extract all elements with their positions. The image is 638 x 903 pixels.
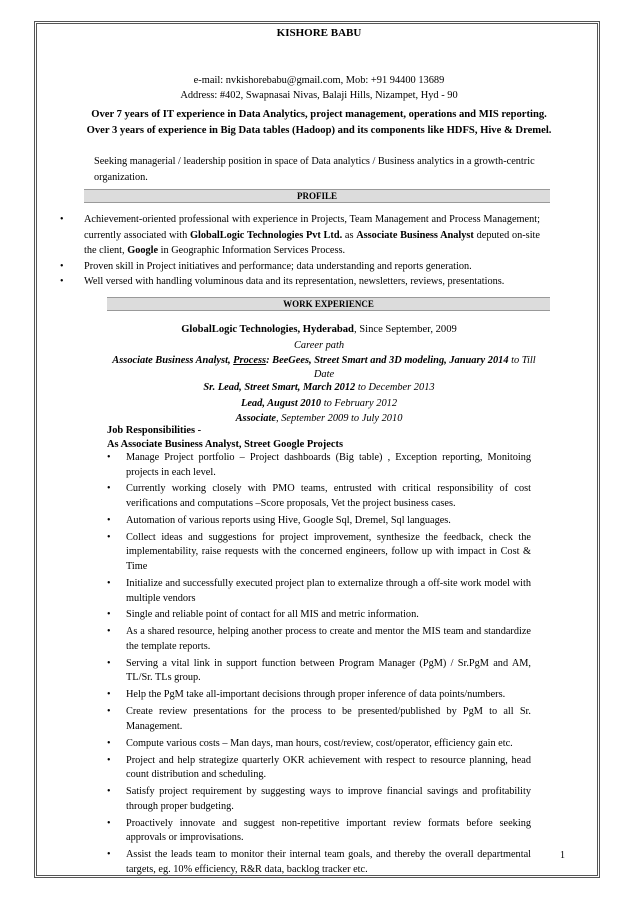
- role-title: Lead, August 2010: [240, 398, 322, 409]
- work-experience-heading: WORK EXPERIENCE: [107, 297, 550, 311]
- employer-name: GlobalLogic Technologies Pvt Ltd.: [190, 229, 343, 241]
- responsibility-text: Initialize and successfully executed project plan to externalize through a off-site work model with multiple vendors: [126, 577, 531, 604]
- bullet-icon: •: [107, 689, 111, 701]
- bullet-icon: •: [107, 577, 111, 589]
- responsibility-text: Collect ideas and suggestions for project improvement, synthesize the feedback, check the implementability, raise requests with the concerned engineers, follow up with impact in Cost & Time: [126, 531, 531, 573]
- responsibility-text: Currently working closely with PMO teams, entrusted with critical responsibility of cost verifications and computations –Score proposals, Vet the project business cases.: [126, 483, 531, 510]
- list-item: [60, 274, 540, 290]
- list-item: [107, 608, 531, 623]
- bullet-icon: •: [107, 754, 111, 766]
- list-item: [107, 657, 531, 686]
- bullet-icon: •: [107, 737, 111, 749]
- summary-line-2: Over 3 years of experience in Big Data tables (Hadoop) and its components like HDFS, Hive & Dremel.: [86, 125, 552, 136]
- responsibility-text: Project and help strategize quarterly OKR achievement with respect to resource planning, head count distribution and scheduling.: [126, 754, 531, 781]
- list-item: [107, 625, 531, 654]
- responsibility-text: Manage Project portfolio – Project dashboards (Big table) , Exception reporting, Monitoing projects in each level.: [126, 452, 531, 478]
- list-item: [107, 451, 531, 480]
- career-path-label: Career path: [293, 340, 345, 351]
- bullet-icon: •: [107, 531, 111, 543]
- list-item: [107, 577, 531, 606]
- responsibility-text: Proactively innovate and suggest non-repetitive important review formats before seeking approvals or improvisations.: [126, 817, 531, 844]
- role-associate: [0, 413, 638, 424]
- role-period: , September 2009 to July 2010: [276, 413, 403, 424]
- profile-text: deputed on-site the client,: [84, 229, 540, 256]
- responsibility-text: Serving a vital link in support function between Program Manager (PgM) / Sr.PgM and AM, TL/Sr. TLs group.: [126, 657, 531, 684]
- profile-heading: PROFILE: [84, 189, 550, 203]
- bullet-icon: •: [107, 483, 111, 495]
- jr-title: Job Responsibilities -: [107, 425, 202, 436]
- bullet-icon: •: [107, 786, 111, 798]
- bullet-icon: •: [107, 514, 111, 526]
- list-item: [107, 817, 531, 846]
- address-line: Address: #402, Swapnasai Nivas, Balaji Hills, Nizampet, Hyd - 90: [180, 90, 458, 101]
- responsibility-text: Automation of various reports using Hive, Google Sql, Dremel, Sql languages.: [126, 514, 451, 526]
- profile-text: Well versed with handling voluminous data and its representation, newsletters, reviews, presentations.: [84, 276, 505, 287]
- responsibility-text: Create review presentations for the process to be presented/published by PgM to all Sr. Management.: [126, 706, 531, 732]
- role-period: to December 2013: [355, 382, 435, 393]
- list-item: [60, 259, 540, 275]
- role-sr-lead: [0, 382, 638, 393]
- company-line: [0, 324, 638, 335]
- list-item: [107, 531, 531, 575]
- summary-line-1: Over 7 years of IT experience in Data Analytics, project management, operations and MIS reporting.: [91, 109, 547, 120]
- role-details: : BeeGees, Street Smart and 3D modeling, January 2014: [266, 355, 509, 366]
- list-item: [107, 688, 531, 703]
- bullet-icon: •: [107, 849, 111, 860]
- responsibility-text: Single and reliable point of contact for all MIS and metric information.: [126, 609, 419, 621]
- role-process: Process: [233, 355, 267, 366]
- experience-summary: [0, 107, 638, 139]
- bullet-icon: •: [60, 214, 64, 225]
- role-period: to February 2012: [321, 398, 398, 409]
- bullet-icon: •: [107, 657, 111, 669]
- client-name: Google: [127, 245, 159, 256]
- role-period: to Till Date: [313, 355, 536, 380]
- bullet-icon: •: [107, 706, 111, 718]
- bullet-icon: •: [107, 452, 111, 463]
- list-item: [107, 754, 531, 783]
- responsibilities-list: [107, 451, 531, 879]
- contact-line: e-mail: nvkishorebabu@gmail.com, Mob: +91 94400 13689: [193, 75, 445, 86]
- role-title: Sr. Lead, Street Smart, March 2012: [203, 382, 356, 393]
- job-responsibilities-heading: [107, 424, 343, 452]
- profile-text: in Geographic Information Services Process.: [158, 245, 346, 256]
- company-name: GlobalLogic Technologies, Hyderabad: [181, 324, 354, 335]
- role-title: Associate Business Analyst,: [112, 355, 234, 366]
- bullet-icon: •: [107, 609, 111, 621]
- bullet-icon: •: [60, 260, 64, 272]
- responsibility-text: Help the PgM take all-important decisions through proper inference of data points/numbers.: [126, 689, 506, 701]
- profile-list: [60, 212, 540, 290]
- list-item: [107, 705, 531, 734]
- jr-subtitle: As Associate Business Analyst, Street Google Projects: [107, 439, 343, 450]
- bullet-icon: •: [107, 817, 111, 829]
- responsibility-text: Compute various costs – Man days, man hours, cost/review, cost/operator, efficiency gain etc.: [126, 737, 513, 749]
- role-lead: [0, 398, 638, 409]
- responsibility-text: As a shared resource, helping another process to create and mentor the MIS team and standardize the template reports.: [126, 626, 531, 652]
- responsibility-text: Assist the leads team to monitor their internal team goals, and thereby the overall departmental targets, eg. 10% efficiency, R&R data, backlog tracker etc.: [126, 849, 531, 875]
- list-item: [107, 514, 531, 529]
- role-title: Associate: [235, 413, 276, 424]
- responsibility-text: Satisfy project requirement by suggesting ways to improve financial savings and profitability through proper budgeting.: [126, 786, 531, 812]
- role-current: [110, 354, 538, 382]
- bullet-icon: •: [60, 276, 64, 287]
- list-item: [60, 212, 540, 259]
- list-item: [107, 737, 531, 752]
- list-item: [107, 848, 531, 877]
- job-title: Associate Business Analyst: [356, 229, 474, 241]
- candidate-name: KISHORE BABU: [276, 27, 362, 39]
- profile-text: Achievement-oriented professional with experience in Projects, Team Management and Process Management; currently associated with: [84, 214, 540, 241]
- profile-text: Proven skill in Project initiatives and performance; data understanding and reports generation.: [84, 260, 472, 272]
- career-objective: Seeking managerial / leadership position in space of Data analytics / Business analytics in a growth-centric organization.: [94, 156, 535, 183]
- company-since: , Since September, 2009: [353, 324, 457, 335]
- profile-text: as: [342, 229, 357, 241]
- list-item: [107, 482, 531, 511]
- contact-block: [0, 73, 638, 103]
- page-number: 1: [560, 850, 565, 861]
- bullet-icon: •: [107, 626, 111, 638]
- list-item: [107, 785, 531, 814]
